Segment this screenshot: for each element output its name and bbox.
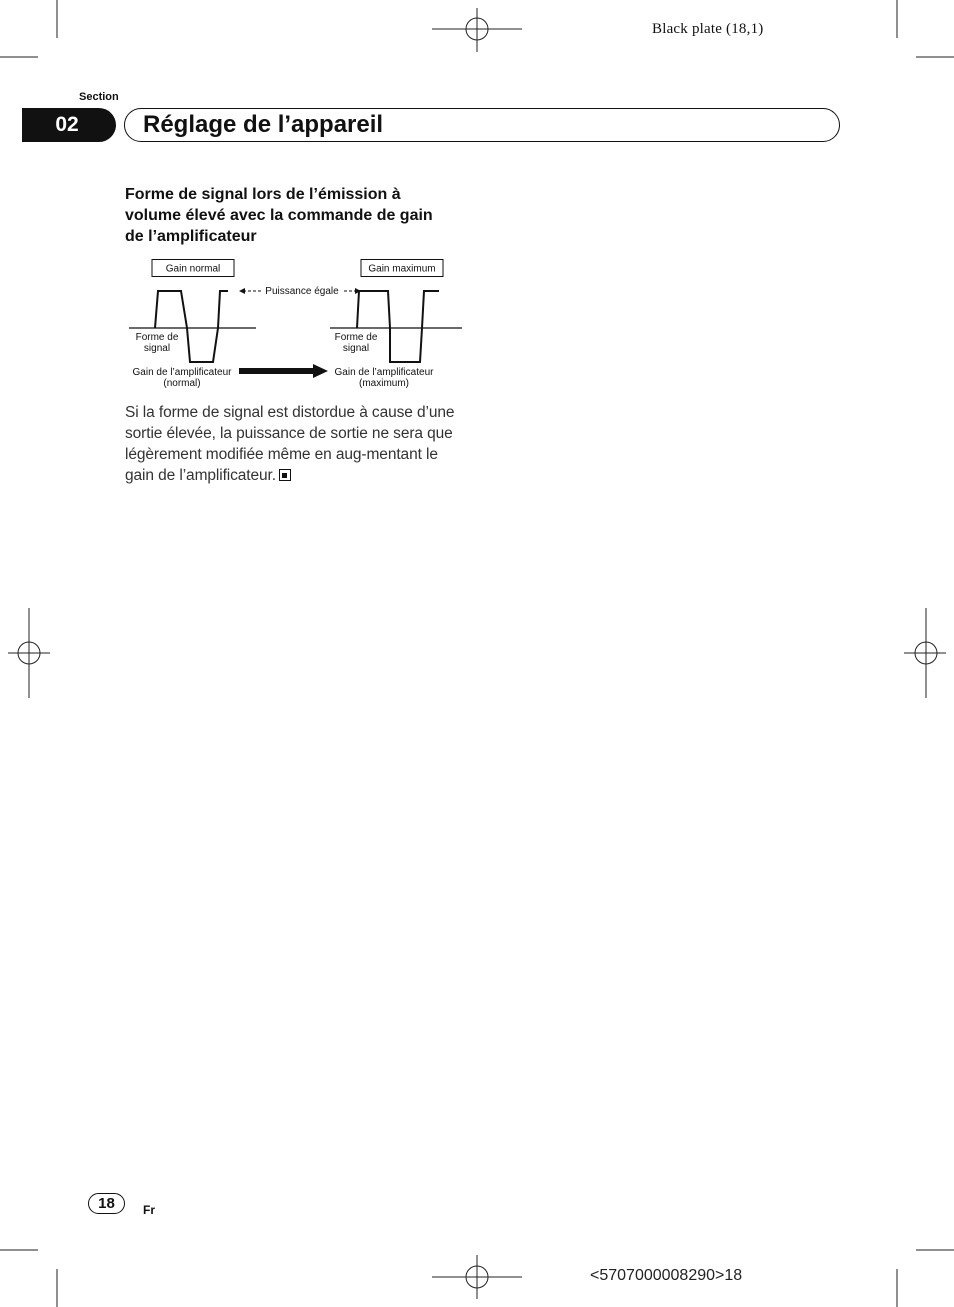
- signal-waveform-diagram: [125, 256, 465, 396]
- left-waveform-label-1: Forme de: [135, 332, 179, 343]
- equal-power-label: Puissance égale: [265, 286, 339, 297]
- left-gain-label-2: (normal): [163, 378, 201, 389]
- document-code: <5707000008290>18: [590, 1267, 743, 1284]
- subheading: Forme de signal lors de l’émission à volume élevé avec la commande de gain de l’amplificateur: [125, 186, 433, 245]
- section-label: Section: [79, 91, 119, 103]
- left-gain-label-1: Gain de l’amplificateur: [132, 367, 232, 378]
- section-number-badge: 02: [22, 108, 116, 142]
- right-waveform-label-2: signal: [342, 343, 370, 354]
- right-gain-label-2: (maximum): [359, 378, 409, 389]
- page-number: 18: [88, 1193, 125, 1214]
- body-text: Si la forme de signal est distordue à cause d’une sortie élevée, la puissance de sortie ne sera que légèrement modifiée même en aug-mentant le gain de l’amplificateur.: [125, 404, 455, 484]
- gain-increase-arrow: [239, 364, 328, 378]
- right-waveform: [357, 291, 439, 362]
- arrow-left-head: [239, 288, 245, 294]
- right-waveform-label-1: Forme de: [334, 332, 378, 343]
- gain-maximum-label: Gain maximum: [368, 263, 436, 275]
- body-paragraph: [125, 402, 460, 486]
- end-of-section-icon: [279, 469, 291, 481]
- gain-normal-label: Gain normal: [165, 263, 221, 275]
- plate-label: Black plate (18,1): [652, 21, 764, 37]
- left-waveform-label-2: signal: [143, 343, 171, 354]
- right-gain-label-1: Gain de l’amplificateur: [334, 367, 434, 378]
- section-title: Réglage de l’appareil: [143, 111, 384, 138]
- language-code: Fr: [143, 1203, 155, 1217]
